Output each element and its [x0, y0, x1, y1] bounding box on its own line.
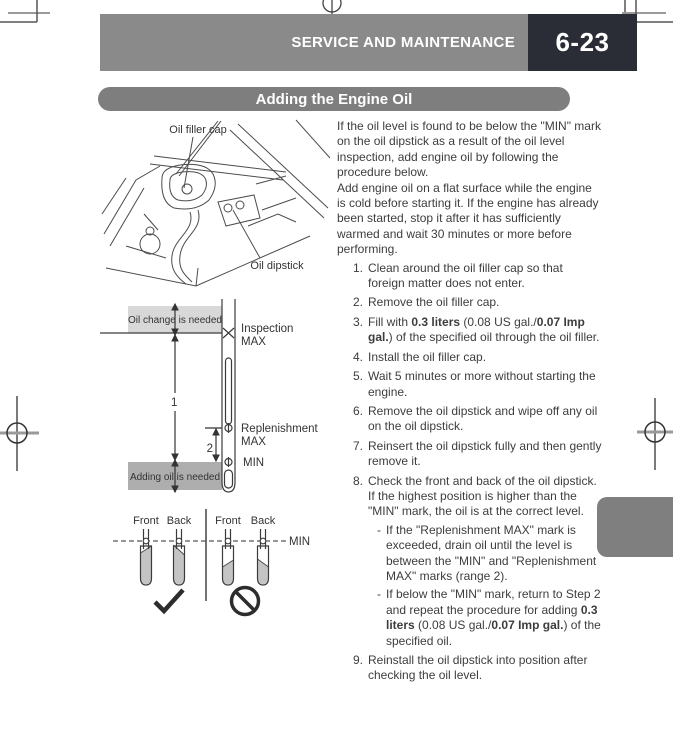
sub-bullet-text: If below the "MIN" mark, return to Step 2 and repeat the procedure for adding 0.3 liters (0.08 US gal./0.07 Imp gal.) of the specified oil. [386, 587, 601, 648]
registration-target-right [637, 398, 673, 470]
step-item [337, 315, 602, 346]
step-text: Install the oil filler cap. [368, 349, 487, 364]
oil-dipstick-label: Oil dipstick [250, 260, 304, 272]
dipstick-tips [141, 529, 269, 585]
dipstick-blade [222, 299, 235, 492]
crop-mark-top-center [323, 0, 341, 14]
intro-paragraph-1: If the oil level is found to be below the "MIN" mark on the oil dipstick as a result of the oil level inspection, add engine oil by following the procedure below. [337, 119, 601, 180]
inspection-max-label-line2: MAX [241, 336, 266, 348]
dipstick-leader-line [233, 210, 260, 258]
step-item [337, 404, 602, 435]
step-text: Reinstall the oil dipstick into position after checking the oil level. [368, 653, 588, 683]
step-text: Reinsert the oil dipstick fully and then gently remove it. [368, 438, 602, 469]
step-number: 4. [352, 349, 363, 364]
range-1-label: 1 [171, 397, 178, 409]
step-number: 5. [352, 369, 363, 384]
step-number: 2. [352, 295, 363, 310]
step-item [337, 350, 602, 365]
step-text: Clean around the oil filler cap so that foreign matter does not enter. [368, 260, 563, 291]
oil-filler-cap-label: Oil filler cap [169, 124, 227, 136]
step-text: Check the front and back of the oil dipstick. If the highest position is higher than the "MIN" mark, the oil is at the correct level. [368, 473, 597, 519]
step-item [337, 439, 602, 470]
intro-paragraph-2: Add engine oil on a flat surface while the engine is cold before starting it. If the engine has already been started, stop it after it has sufficiently warmed and wait 30 minutes or more before performing. [337, 180, 599, 257]
steps-list [337, 261, 602, 684]
prohibition-icon [232, 588, 259, 615]
checkmark-icon [155, 590, 183, 611]
replenishment-max-label-line2: MAX [241, 436, 266, 448]
step-item [337, 474, 602, 649]
page-number-box [528, 14, 637, 71]
step-item [337, 653, 602, 684]
step-item [337, 261, 602, 292]
front-back-reading-figure [98, 503, 333, 633]
step-text: Fill with 0.3 liters (0.08 US gal./0.07 Imp gal.) of the specified oil through the oil filler. [368, 314, 600, 345]
front-label-right: Front [215, 515, 241, 527]
min-mark-label: MIN [243, 457, 265, 469]
chapter-edge-tab [597, 497, 673, 557]
sub-bullet-dash: - [377, 522, 381, 537]
chapter-header-bar [100, 14, 528, 71]
instructions-column [337, 119, 602, 688]
sub-bullet-text: If the "Replenishment MAX" mark is exceeded, drain oil until the level is between the "MIN" and "Replenishment MAX" marks (range 2). [386, 522, 597, 583]
step-number: 3. [352, 314, 363, 329]
step-sub-bullet [377, 523, 602, 585]
range-2-label: 2 [206, 443, 213, 455]
step-text: Wait 5 minutes or more without starting the engine. [368, 369, 596, 399]
step-text: Remove the oil filler cap. [368, 295, 500, 310]
sub-bullet-dash: - [377, 587, 381, 602]
registration-target-left [0, 396, 39, 471]
step-sub-bullet [377, 587, 602, 649]
step-item [337, 369, 602, 400]
step-item [337, 295, 602, 310]
dipstick-level-figure [97, 296, 335, 500]
page-number: 6-23 [555, 27, 610, 57]
step-number: 6. [352, 403, 363, 418]
back-label-right: Back [250, 515, 276, 527]
step-number: 9. [352, 653, 363, 667]
front-label-left: Front [133, 515, 159, 527]
inspection-max-label-line1: Inspection [241, 323, 294, 335]
step-number: 1. [352, 260, 363, 275]
section-title: Adding the Engine Oil [255, 90, 413, 108]
replenishment-max-label-line1: Replenishment [241, 423, 318, 435]
back-label-left: Back [166, 515, 192, 527]
band-bottom-label: Adding oil is needed [129, 472, 221, 483]
crop-mark-top-left [0, 0, 50, 22]
step-text: Remove the oil dipstick and wipe off any oil on the oil dipstick. [368, 403, 598, 434]
min-line-label: MIN [289, 536, 311, 548]
engine-bay-figure [100, 118, 330, 290]
step-number: 8. [352, 473, 363, 488]
step-number: 7. [352, 438, 363, 453]
section-title-bar [98, 87, 570, 111]
band-top-label: Oil change is needed [128, 315, 222, 326]
chapter-title: SERVICE AND MAINTENANCE [291, 34, 515, 51]
